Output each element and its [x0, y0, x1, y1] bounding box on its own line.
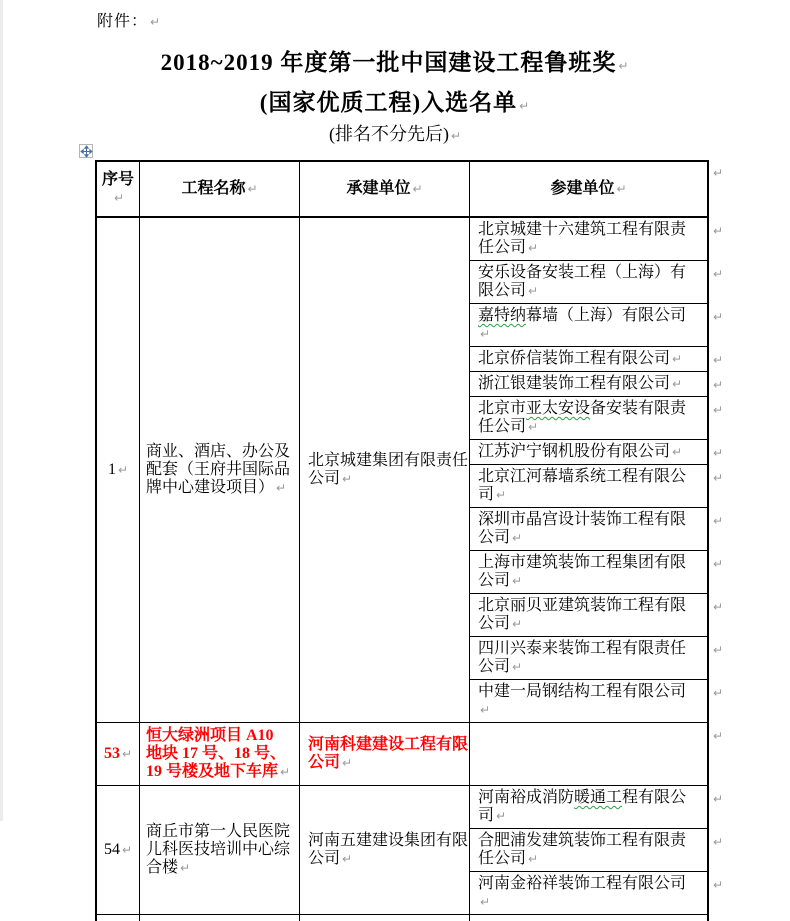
doc-subtitle: (排名不分先后) ↵: [0, 120, 790, 146]
table-body: [97, 218, 707, 915]
participant-item: 北京城建十六建筑工程有限责任公司 ↵ ↵: [470, 218, 707, 261]
table-row: [97, 723, 707, 786]
participant-item: 安乐设备安装工程（上海）有限公司 ↵ ↵: [470, 261, 707, 304]
table-row: [97, 218, 707, 723]
header-participants: 参建单位 ↵: [470, 162, 707, 216]
participant-item: 北京侨信装饰工程有限公司 ↵ ↵: [470, 347, 707, 372]
cell-contractor: 北京城建集团有限责任公司 ↵: [300, 218, 470, 722]
participant-item: 浙江银建装饰工程有限公司 ↵ ↵: [470, 372, 707, 397]
cell-participants: [470, 218, 707, 722]
partial-cell: [140, 915, 300, 921]
attachment-label: 附件： ↵: [97, 8, 161, 31]
participant-item: 合肥浦发建筑装饰工程有限责任公司 ↵ ↵: [470, 829, 707, 872]
participant-item: 河南裕成消防暖通工程有限公司 ↵ ↵: [470, 786, 707, 829]
cell-contractor: 河南科建建设工程有限公司 ↵: [300, 723, 470, 785]
cell-no: 54 ↵: [97, 786, 140, 914]
table-row: [97, 786, 707, 915]
header-contractor: 承建单位 ↵: [300, 162, 470, 216]
header-project-name: 工程名称 ↵: [140, 162, 300, 216]
cell-participants: [470, 786, 707, 914]
participant-item: 北京江河幕墙系统工程有限公司 ↵ ↵: [470, 465, 707, 508]
participant-item: 北京丽贝亚建筑装饰工程有限公司 ↵ ↵: [470, 594, 707, 637]
participant-item: 四川兴泰来装饰工程有限责任公司 ↵ ↵: [470, 637, 707, 680]
award-table: [95, 160, 709, 921]
participant-item: 嘉特纳幕墙（上海）有限公司 ↵ ↵: [470, 304, 707, 347]
spellcheck-underline: 暖通工: [574, 789, 623, 806]
table-partial-next-row: [97, 915, 707, 921]
cell-no: 53 ↵: [97, 723, 140, 785]
partial-cell: [470, 915, 707, 921]
doc-title-line1: 2018~2019 年度第一批中国建设工程鲁班奖 ↵: [0, 44, 790, 77]
partial-cell: [97, 915, 140, 921]
cell-participants: [470, 723, 707, 785]
participant-item: 北京市亚太安设备安装有限责任公司 ↵ ↵: [470, 397, 707, 440]
participant-item: 深圳市晶宫设计装饰工程有限公司 ↵ ↵: [470, 508, 707, 551]
header-no: 序号 ↵: [97, 162, 140, 216]
cell-project-name: 商业、酒店、办公及配套（王府井国际品牌中心建设项目） ↵: [140, 218, 300, 722]
cell-project-name: 商丘市第一人民医院儿科医技培训中心综合楼 ↵: [140, 786, 300, 914]
table-move-handle-icon[interactable]: [79, 144, 93, 158]
participant-item: 中建一局钢结构工程有限公司 ↵ ↵: [470, 680, 707, 722]
spellcheck-underline: 亚太安设: [526, 400, 591, 417]
cell-project-name: 恒大绿洲项目 A10 地块 17 号、18 号、19 号楼及地下车库 ↵: [140, 723, 300, 785]
participant-item: 上海市建筑装饰工程集团有限公司 ↵ ↵: [470, 551, 707, 594]
participant-item: 河南金裕祥装饰工程有限公司 ↵ ↵: [470, 872, 707, 914]
table-header-row: [97, 162, 707, 218]
partial-cell: [300, 915, 470, 921]
cell-no: 1 ↵: [97, 218, 140, 722]
doc-title-line2: (国家优质工程)入选名单 ↵: [0, 84, 790, 117]
participant-item: 江苏沪宁钢机股份有限公司 ↵ ↵: [470, 440, 707, 465]
spellcheck-underline: 嘉特纳: [478, 307, 527, 324]
cell-contractor: 河南五建建设集团有限公司 ↵: [300, 786, 470, 914]
